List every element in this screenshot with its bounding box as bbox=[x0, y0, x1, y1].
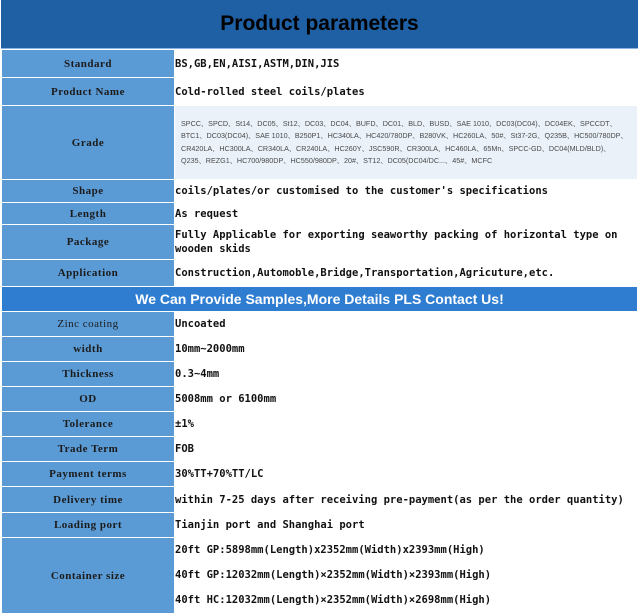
row-value-product-name: Cold-rolled steel coils/plates bbox=[175, 78, 638, 106]
row-value-application: Construction,Automoble,Bridge,Transportation,Agricuture,etc. bbox=[175, 260, 638, 287]
row-value-container-size bbox=[175, 538, 638, 614]
table-row bbox=[2, 287, 638, 312]
table-row bbox=[2, 260, 638, 287]
row-value-thickness: 0.3~4mm bbox=[175, 362, 638, 387]
parameters-table bbox=[1, 49, 638, 614]
row-value-zinc-coating: Uncoated bbox=[175, 312, 638, 337]
row-value-trade-term: FOB bbox=[175, 437, 638, 462]
row-label-od: OD bbox=[2, 387, 175, 412]
container-line-20ft-gp: 20ft GP:5898mm(Length)x2352mm(Width)x2393mm(High) bbox=[175, 544, 485, 556]
table-row bbox=[2, 412, 638, 437]
table-row bbox=[2, 538, 638, 614]
table-row bbox=[2, 337, 638, 362]
row-value-length: As request bbox=[175, 203, 638, 225]
table-row bbox=[2, 462, 638, 487]
container-line-40ft-hc: 40ft HC:12032mm(Length)×2352mm(Width)×2698mm(High) bbox=[175, 594, 492, 606]
row-value-delivery-time: within 7-25 days after receiving pre-payment(as per the order quantity) bbox=[175, 487, 638, 513]
table-row bbox=[2, 513, 638, 538]
table-row bbox=[2, 312, 638, 337]
table-row bbox=[2, 225, 638, 260]
row-label-application: Application bbox=[2, 260, 175, 287]
table-row bbox=[2, 437, 638, 462]
row-value-standard: BS,GB,EN,AISI,ASTM,DIN,JIS bbox=[175, 50, 638, 78]
row-label-zinc-coating: Zinc coating bbox=[2, 312, 175, 337]
page-title: Product parameters bbox=[1, 0, 638, 49]
table-row bbox=[2, 106, 638, 180]
row-label-grade: Grade bbox=[2, 106, 175, 180]
row-label-payment-terms: Payment terms bbox=[2, 462, 175, 487]
row-label-package: Package bbox=[2, 225, 175, 260]
container-line-40ft-gp: 40ft GP:12032mm(Length)×2352mm(Width)×2393mm(High) bbox=[175, 569, 492, 581]
table-row bbox=[2, 487, 638, 513]
table-row bbox=[2, 50, 638, 78]
row-value-grade: SPCC、SPCD、St14、DC05、St12、DC03、DC04、BUFD、DC01、BLD、BUSD、SAE 1010、DC03(DC04)、DC04EK、SPCCDT、BTC1、DC03(DC04)、SAE 1010、B250P1、HC340LA、HC420/780DP、B280VK、HC260LA、50#、St37-2G、Q235B、HC500/780DP、CR420LA、HC300LA、CR340LA、CR240LA、HC260Y、JSC590R、CR300LA、HC460LA、65Mn、SPCC-GD、DC04(MLD/BLD)、Q235、REZG1、HC700/980DP、HC550/980DP、20#、ST12、DC05(DC04/DC...、45#、MCFC bbox=[175, 106, 638, 180]
row-value-tolerance: ±1% bbox=[175, 412, 638, 437]
table-row bbox=[2, 387, 638, 412]
row-label-width: width bbox=[2, 337, 175, 362]
row-value-od: 5008mm or 6100mm bbox=[175, 387, 638, 412]
table-row bbox=[2, 362, 638, 387]
row-label-container-size: Container size bbox=[2, 538, 175, 614]
row-value-loading-port: Tianjin port and Shanghai port bbox=[175, 513, 638, 538]
row-label-thickness: Thickness bbox=[2, 362, 175, 387]
row-value-width: 10mm~2000mm bbox=[175, 337, 638, 362]
row-label-delivery-time: Delivery time bbox=[2, 487, 175, 513]
contact-banner: We Can Provide Samples,More Details PLS Contact Us! bbox=[2, 287, 638, 312]
table-row bbox=[2, 203, 638, 225]
row-value-package: Fully Applicable for exporting seaworthy packing of horizontal type on wooden skids bbox=[175, 225, 638, 260]
row-label-loading-port: Loading port bbox=[2, 513, 175, 538]
table-row bbox=[2, 78, 638, 106]
row-label-shape: Shape bbox=[2, 180, 175, 203]
row-label-trade-term: Trade Term bbox=[2, 437, 175, 462]
row-label-standard: Standard bbox=[2, 50, 175, 78]
row-value-shape: coils/plates/or customised to the customer's specifications bbox=[175, 180, 638, 203]
row-label-product-name: Product Name bbox=[2, 78, 175, 106]
table-row bbox=[2, 180, 638, 203]
row-label-tolerance: Tolerance bbox=[2, 412, 175, 437]
row-label-length: Length bbox=[2, 203, 175, 225]
row-value-payment-terms: 30%TT+70%TT/LC bbox=[175, 462, 638, 487]
